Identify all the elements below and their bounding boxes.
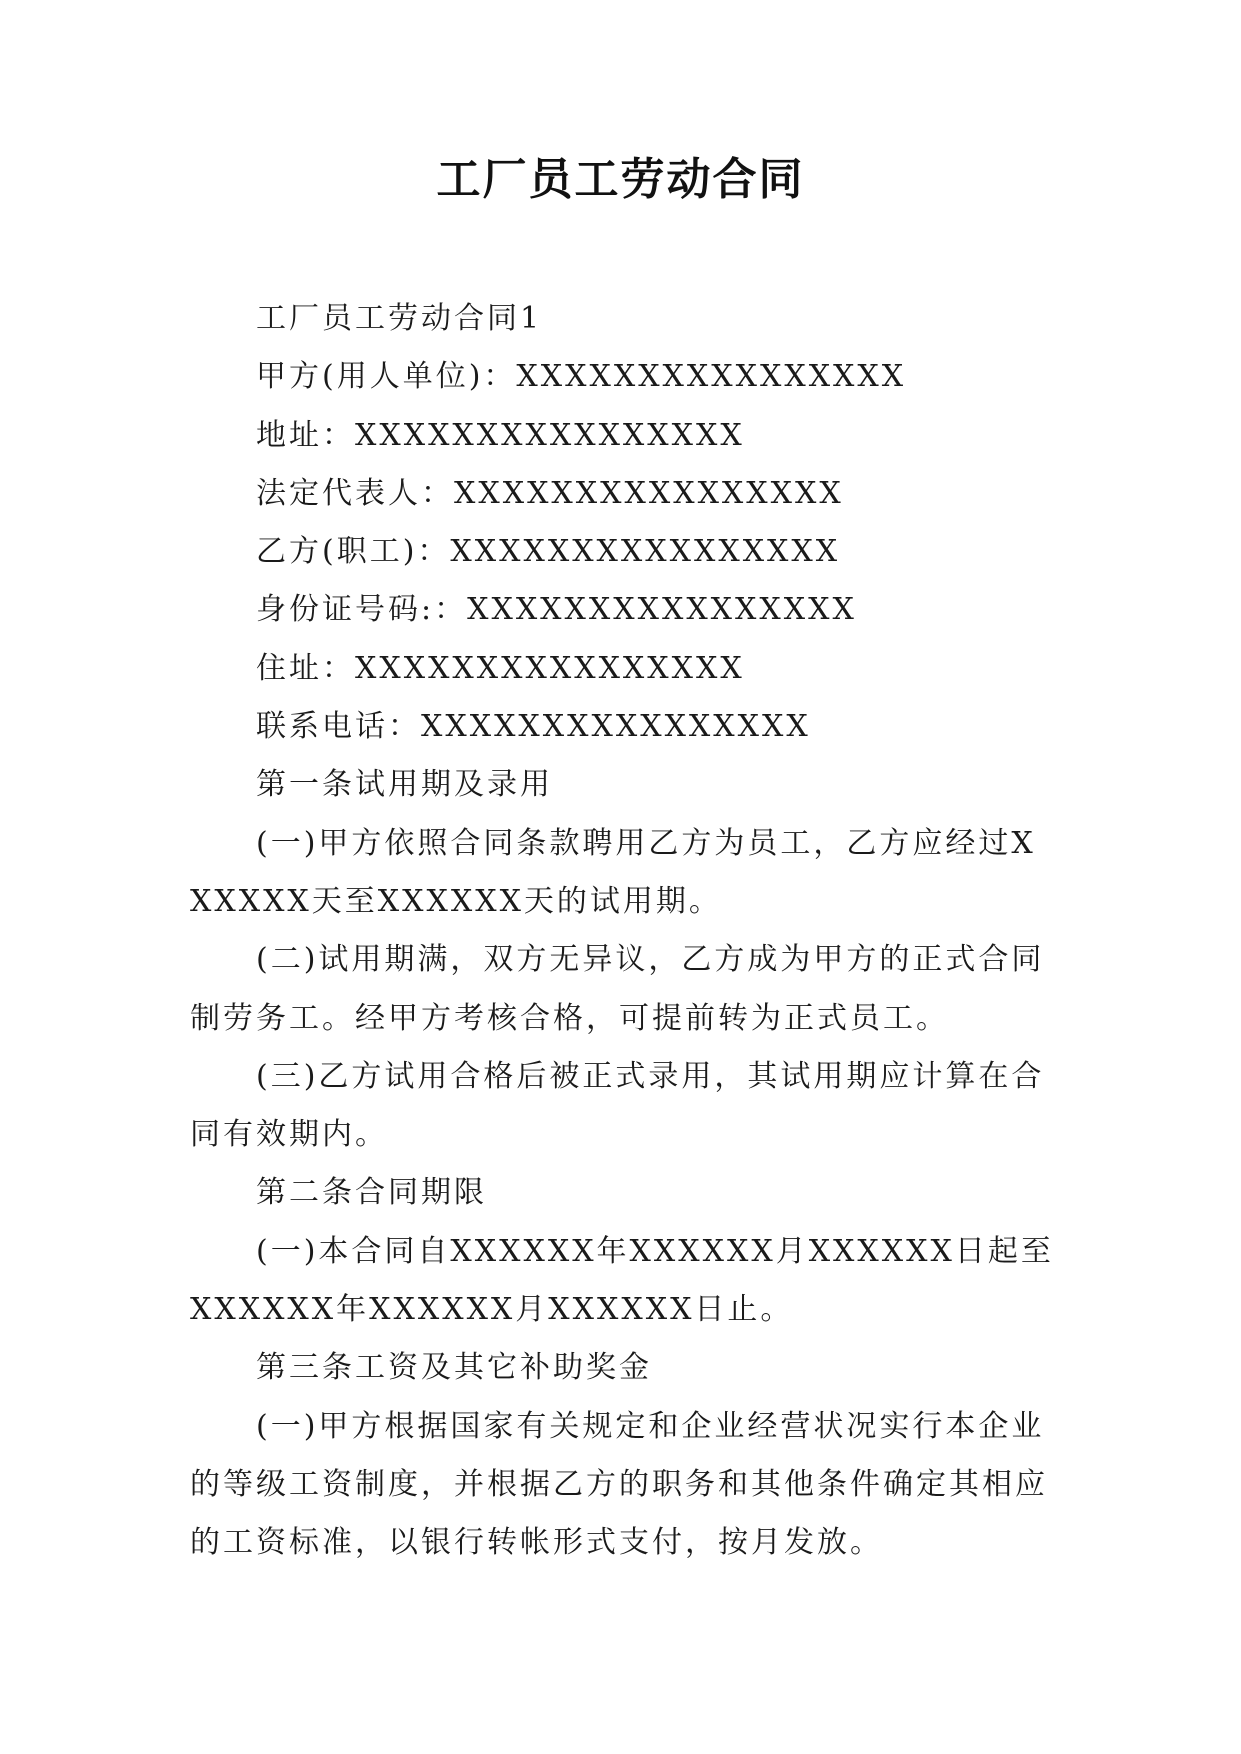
party-b-residence: 住址：XXXXXXXXXXXXXXXX	[256, 650, 745, 686]
article-1-clause-3: (三)乙方试用合格后被正式录用，其试用期应计算在合同有效期内。	[190, 1058, 1045, 1153]
article-1-heading: 第一条试用期及录用	[256, 767, 553, 803]
party-a-employer: 甲方(用人单位)：XXXXXXXXXXXXXXXX	[256, 359, 907, 395]
article-1-clause-2: (二)试用期满，双方无异议，乙方成为甲方的正式合同制劳务工。经甲方考核合格，可提前转为正式员工。	[190, 942, 1045, 1036]
article-2-heading: 第二条合同期限	[256, 1175, 487, 1211]
article-3-heading: 第三条工资及其它补助奖金	[256, 1350, 652, 1386]
party-a-address: 地址：XXXXXXXXXXXXXXXX	[256, 417, 745, 453]
party-b-employee: 乙方(职工)：XXXXXXXXXXXXXXXX	[256, 534, 841, 570]
contract-heading: 工厂员工劳动合同1	[256, 301, 543, 336]
legal-representative: 法定代表人：XXXXXXXXXXXXXXXX	[256, 475, 844, 511]
article-3-clause-1: (一)甲方根据国家有关规定和企业经营状况实行本企业的等级工资制度，并根据乙方的职务和其他条件确定其相应的工资标准，以银行转帐形式支付，按月发放。	[190, 1408, 1048, 1561]
document-title: 工厂员工劳动合同	[436, 154, 805, 205]
article-2-clause-1: (一)本合同自XXXXXX年XXXXXX月XXXXXX日起至XXXXXX年XXXXXX月XXXXXX日止。	[190, 1233, 1054, 1328]
id-number: 身份证号码:：XXXXXXXXXXXXXXXX	[256, 592, 857, 628]
document-body	[190, 290, 1060, 1573]
article-1-clause-1: (一)甲方依照合同条款聘用乙方为员工，乙方应经过XXXXXX天至XXXXXX天的试用期。	[190, 825, 1036, 919]
contact-phone: 联系电话：XXXXXXXXXXXXXXXX	[256, 709, 811, 745]
